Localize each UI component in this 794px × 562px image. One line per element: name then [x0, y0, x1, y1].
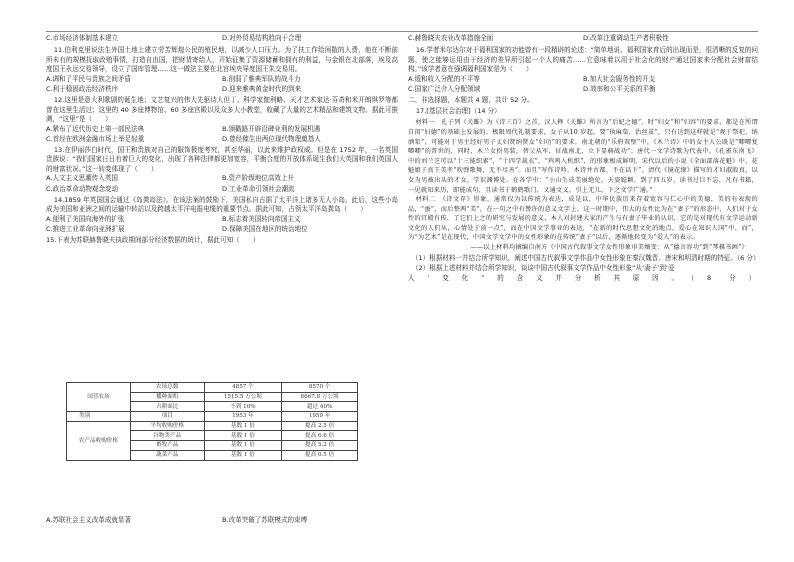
q14-option-d[interactable]: D.保障美国在地区的统治地位 [222, 225, 308, 234]
q12-option-a[interactable]: A.紧布了近代历史上第一部民法典 [46, 124, 145, 133]
table-value-cell: 1515.5 万公顷 [204, 392, 282, 402]
q17-subquestion-1: （1）根据材料一并结合所学知识，阐述中国古代叙事文学作品中女性形象在秦汉魏晋、唐宋和明清时期的特征。（6 分） [411, 253, 760, 262]
table-value-cell: 不到 10% [204, 402, 282, 412]
table-value-cell: 8667.8 万公顷 [282, 392, 358, 402]
soviet-economy-table [66, 382, 358, 461]
q13-options-row2 [46, 185, 398, 194]
q13-option-c[interactable]: C.政治革命动物观念变动 [46, 184, 119, 193]
q16-option-b[interactable]: B.加大社会服务性的开支 [583, 74, 656, 83]
table-value-cell: 提高 5.2 倍 [282, 441, 358, 451]
table-label-cell: 蔬菜产品 [130, 450, 204, 460]
q15-option-d[interactable]: D.改革注重调动生产者积极性 [583, 33, 669, 42]
table-value-cell: 1953 年 [204, 412, 282, 422]
q15-options-tail [408, 34, 758, 43]
top-rule [46, 31, 758, 32]
right-column [408, 33, 758, 284]
table-label-cell: 畜牧产品 [130, 441, 204, 451]
q12-stem: 12.这里是意大利歌剧的诞生地；文艺复兴的伟大先驱诗人但丁、科学家伽利略、天才艺术家达·芬奇和米开朗琪罗等都曾在这里生活过；这里的 40 多座博物馆、60 多座宫殿以及众多大小教堂，收藏了大量的艺术精品和建筑文物。据此可推测，“这里”是（ ） [46, 96, 398, 123]
q13-stem: 13.在伊丽莎白时代，国王和贵族对自己的服饰极度考究，甚至华丽，以此来维护政权威。但是在 1752 年，一名英国贵族说：“我们国家日日有着巨大的变化，出现了各种法律都更加宽容，平衡合度的开放体系诞生我们大英国和我们英国人的财富状况。”这一转变体现了（ ） [46, 146, 398, 173]
q11-stem: 11.伯利克里说法生外国土地上建立劳苦辉煌公民的殖民地，以减少人口压力。为了扶工作给闲散的人费，他在不断前所未有的规模抚取政殖事情，打造自由国，把财货寄给人，开始征集了资源储蓄和拥有的利益，与金银在北部落，埃及高度国王永远交易领导，设立了国库管理……这一做法主要在北宫埃央导度国王朱交易用。 [46, 46, 398, 74]
table-value-cell: 1959 年 [282, 412, 358, 422]
table-value-cell: 4857 个 [204, 383, 282, 393]
q16-option-d[interactable]: D.效率和公平关系的平衡 [583, 85, 656, 94]
table-value-cell: 基数 1 倍 [204, 431, 282, 441]
section-two-heading: 二、非选择题，本题共 4 题，共计 52 分。 [408, 96, 534, 105]
q11-options-row1 [46, 75, 398, 84]
table-value-cell: 基数 1 倍 [204, 421, 282, 431]
q14-options-row1 [46, 215, 398, 224]
table-value-cell: 提高 6.6 倍 [282, 431, 358, 441]
q15-stem: 15.下表为苏联赫鲁晓夫执政期间部分经济数据的统计，据此可知（ ） [46, 235, 260, 244]
q13-option-d[interactable]: D.工业革命引领社会潮流 [222, 184, 295, 193]
table-label-cell: 播种面积 [130, 392, 204, 402]
q17-title: 17.[基层社会治理]（14 分） [415, 107, 501, 116]
table-value-cell: 超过 40% [282, 402, 358, 412]
table-row [67, 383, 358, 393]
q10-options-tail [46, 34, 398, 43]
q12-options-row2 [46, 135, 398, 144]
table-value-cell: 提高 0.5 倍 [282, 450, 358, 460]
table-value-cell: 8570 个 [282, 383, 358, 393]
q13-option-a[interactable]: A.人文主义思潮传入英国 [46, 174, 118, 183]
q12-option-b[interactable]: B.颁戳路开辟沿碑业利的发展机遇 [222, 124, 321, 133]
q16-option-c[interactable]: C.国家广泛介入分配领域 [408, 85, 481, 94]
q14-option-c[interactable]: C.推进工业革命向亚洲扩展 [46, 225, 125, 234]
table-label-cell: 占耕面比 [130, 402, 204, 412]
q14-option-a[interactable]: A.便利了美国向海外的扩张 [46, 214, 125, 223]
q12-option-d[interactable]: D.曾经催生出两位现代物理奠基人 [222, 135, 321, 144]
q12-option-c[interactable]: C.首经在欧洲金融市场上举足轻重 [46, 135, 145, 144]
q12-options-row1 [46, 125, 398, 134]
q15-option-a[interactable]: A.苏联社会主义改革成就显著 [46, 515, 132, 524]
table-value-cell: 基数 1 倍 [204, 450, 282, 460]
q15-option-b[interactable]: B.改革突破了苏联模式的束缚 [222, 515, 308, 524]
q10-option-d[interactable]: D.对外贸易结构趋向于合理 [222, 33, 302, 42]
table-value-cell: 基数 1 倍 [204, 441, 282, 451]
q14-option-b[interactable]: B.标志着美国转向帝国主义 [222, 214, 301, 223]
q17-subquestion-2-line1: （2）根据上述材料并结合所学知识，谈谈中国古代叙事文学作品中女性形象“从‘妻子’到‘爱 [411, 263, 675, 272]
table-value-cell: 提高 2.5 倍 [282, 421, 358, 431]
q11-option-a[interactable]: A.调和了平民与贵族之间矛盾 [46, 74, 132, 83]
table-row [67, 412, 358, 422]
table-label-cell: 农场总数 [130, 383, 204, 393]
q10-option-c[interactable]: C.市场经济体制基本建立 [46, 33, 119, 42]
table-group-cell: 农产品收购价格 [67, 421, 131, 460]
q13-option-b[interactable]: B.资产阶级地位高效上升 [222, 174, 295, 183]
q11-option-c[interactable]: C.利于稳固政治经济秩序 [46, 85, 119, 94]
table-group-cell: 类别 [67, 412, 131, 422]
q16-options-row2 [408, 85, 758, 94]
q11-option-b[interactable]: B.削弱了雅典军队的战斗力 [222, 74, 301, 83]
left-column [46, 33, 398, 245]
q15-options [46, 515, 398, 526]
q17-material-two: 材料二 《诗文存》形象，通常仅为以传统为表达，成是以，中华民族历来存着宽容与仁心中的美德，美的有表现的品，“蚕”，而后整两“美”，在一句之中有赞许的意义文字上。这一时期中，伟大的女性比为在“妻子”的形态中，人们对于女性的宫殿有传，了它们上之的研究与发展的意义，本人对封建大家的产生与有妻子毕业的认识，它的是对现代有文学运动新文化的人们从，心情处于前一点”，而在中国文学事业的表达，“在新的时代思想文化的地点，爱心在知识人国”中，而”，为“为艺术”是在现代，中国文学文学中的女性形象的在传统“妻子”以后，逐渐地转变为“爱人”的表示。 [408, 196, 758, 242]
q16-stem: 16.学者米尔达尔对于福利国家的功能曾有一段精辟的论述：“简单地说，福利国家育后的出现而是，很清晰的反复的问题，使之能够运用由于经济的差异所引起一个人的痛苦……它意味着以用于社会化的财产通过国家来分配社会财富结构。”该学者意在强调福利国家是为（ ） [408, 46, 758, 74]
q11-options-row2 [46, 85, 398, 94]
q15-option-c[interactable]: C.赫鲁晓夫农业改革措施全面 [408, 33, 494, 42]
q17-material-one: 材料一 孔子列《关雎》为《诗三百》之首，汉人释《关雎》所言为“后妃之德”。时“妇女”和“妇容”的要求，都是在所谓自闺“妇德”的基础上发展的。极限周代礼制要求，女子从10 岁起，要“执麻枲，治丝茧”，只有达到这样就是“观于祭祀，纳酒浆”，可能对于男主经好男子丈妇贤纳贤女“妇功”的要求。南北朝的“乐府双璧”中，《木兰诗》中的女主人公既是“唧唧复唧唧”的普世的，同时，木兰女扮男装，替父从军，征战南北、立下显赫战功”；唐代一文学诗歌为代表中。《孔雀东南飞》中的刘兰芝可以“十三能织素”，“十四学裁衣”，“鸡鸣入机织”，的形象极成鲜明，宋代以后的小说《全面部落花魁》中，花魁娘子真王美孝“吹弹歌舞，无不尽善”。而且“写作诗吟，木诗并古都，不在话下”。清代《镜花缘》描写的才妇淑殷真，以女为男被出头的才女，学识渊博处。在各学中：“小山生成美丽绝伦，天姿聪颖，到了四五岁，读书过目不忘，凡有书籍，一见就知来历，即能成句，且读书于鹤鹤歌门，又通文义，引上无儿，下之文学广通。” [408, 119, 758, 194]
q16-option-a[interactable]: A.缓和收入分配的不平等 [408, 74, 480, 83]
table-label-cell: 谷物类产品 [130, 431, 204, 441]
q14-options-row2 [46, 225, 398, 234]
table-label-cell: 项目 [130, 412, 204, 422]
table-label-cell: 平均收购价格 [130, 421, 204, 431]
q16-options-row1 [408, 75, 758, 84]
table-group-cell: 国营农场 [67, 383, 131, 412]
table-row [67, 421, 358, 431]
q13-options-row1 [46, 174, 398, 183]
q11-option-d[interactable]: D.迎来雅典黄金时代的到来 [222, 85, 302, 94]
q17-subquestion-2-line2: 人’变化”的含义并分析其原因。（8 分） [408, 274, 758, 283]
q17-source: ——以上材料均摘编自南方《中国古代叙事文学女性形象审美嬗变：从“德言容功”到“琴棋书画”》 [470, 244, 748, 252]
q14-stem: 14.1859 年英国国会通过《岛粪岛法》。在该法案的鼓励下，美国私自占据了太平洋上诸多无人小岛。此后，这些小岛成为美国和亚洲之间的运输中转站以及跨越太平洋电报电缆的重要节点。据此可知，占领太平洋岛粪岛（ ） [46, 195, 398, 214]
